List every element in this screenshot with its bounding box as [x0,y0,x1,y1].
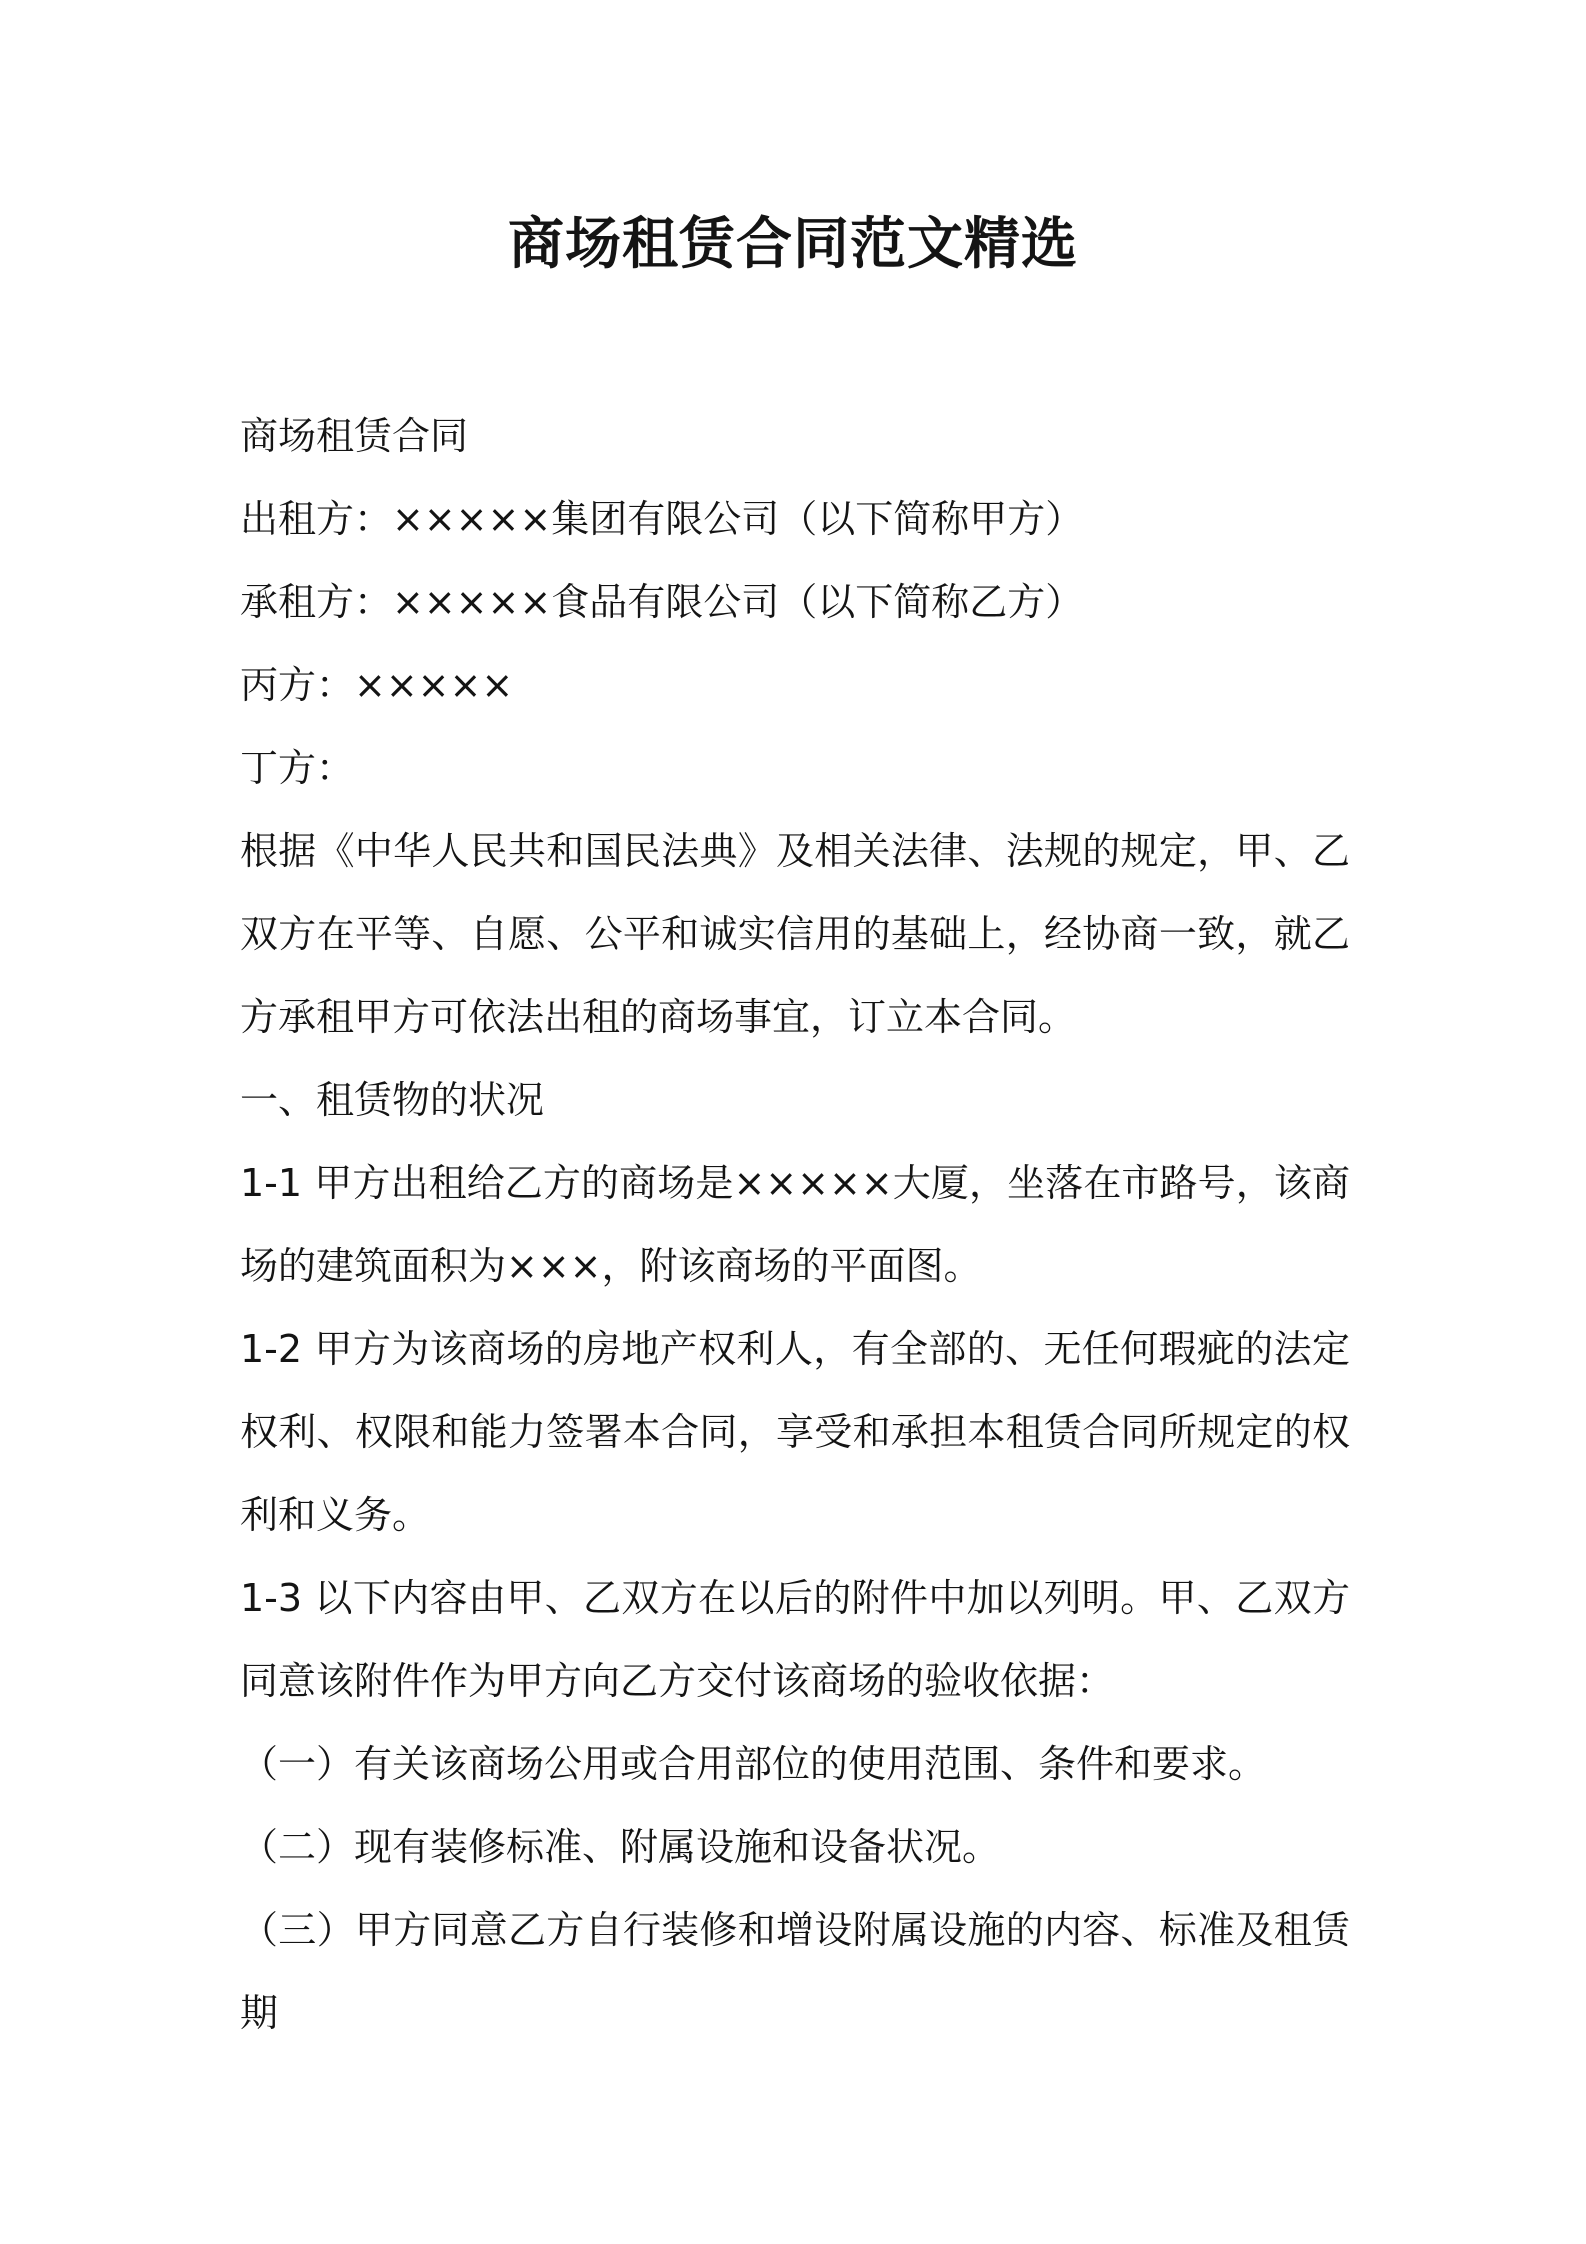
document-body [240,395,1350,2055]
list-item-1: （一）有关该商场公用或合用部位的使用范围、条件和要求。 [240,1742,1267,1786]
list-item-2: （二）现有装修标准、附属设施和设备状况。 [240,1825,1001,1869]
clause-1-3: 1-3 以下内容由甲、乙双方在以后的附件中加以列明。甲、乙双方同意该附件作为甲方向乙方交付该商场的验收依据： [240,1576,1350,1703]
party-c-line: 丙方：××××× [240,663,514,707]
party-d-line: 丁方： [240,746,355,790]
clause-1-2: 1-2 甲方为该商场的房地产权利人，有全部的、无任何瑕疵的法定权利、权限和能力签署本合同，享受和承担本租赁合同所规定的权利和义务。 [240,1327,1350,1537]
document-title: 商场租赁合同范文精选 [508,212,1078,277]
lessee-line: 承租方：×××××食品有限公司（以下简称乙方） [240,580,1084,624]
lessor-line: 出租方：×××××集团有限公司（以下简称甲方） [240,497,1084,541]
preamble-paragraph: 根据《中华人民共和国民法典》及相关法律、法规的规定，甲、乙双方在平等、自愿、公平和诚实信用的基础上，经协商一致，就乙方承租甲方可依法出租的商场事宜，订立本合同。 [240,829,1350,1039]
clause-1-1: 1-1 甲方出租给乙方的商场是×××××大厦，坐落在市路号，该商场的建筑面积为×××，附该商场的平面图。 [240,1161,1350,1288]
section-heading: 一、租赁物的状况 [240,1078,545,1122]
list-item-3: （三）甲方同意乙方自行装修和增设附属设施的内容、标准及租赁期 [240,1908,1350,2035]
contract-heading: 商场租赁合同 [240,414,469,458]
